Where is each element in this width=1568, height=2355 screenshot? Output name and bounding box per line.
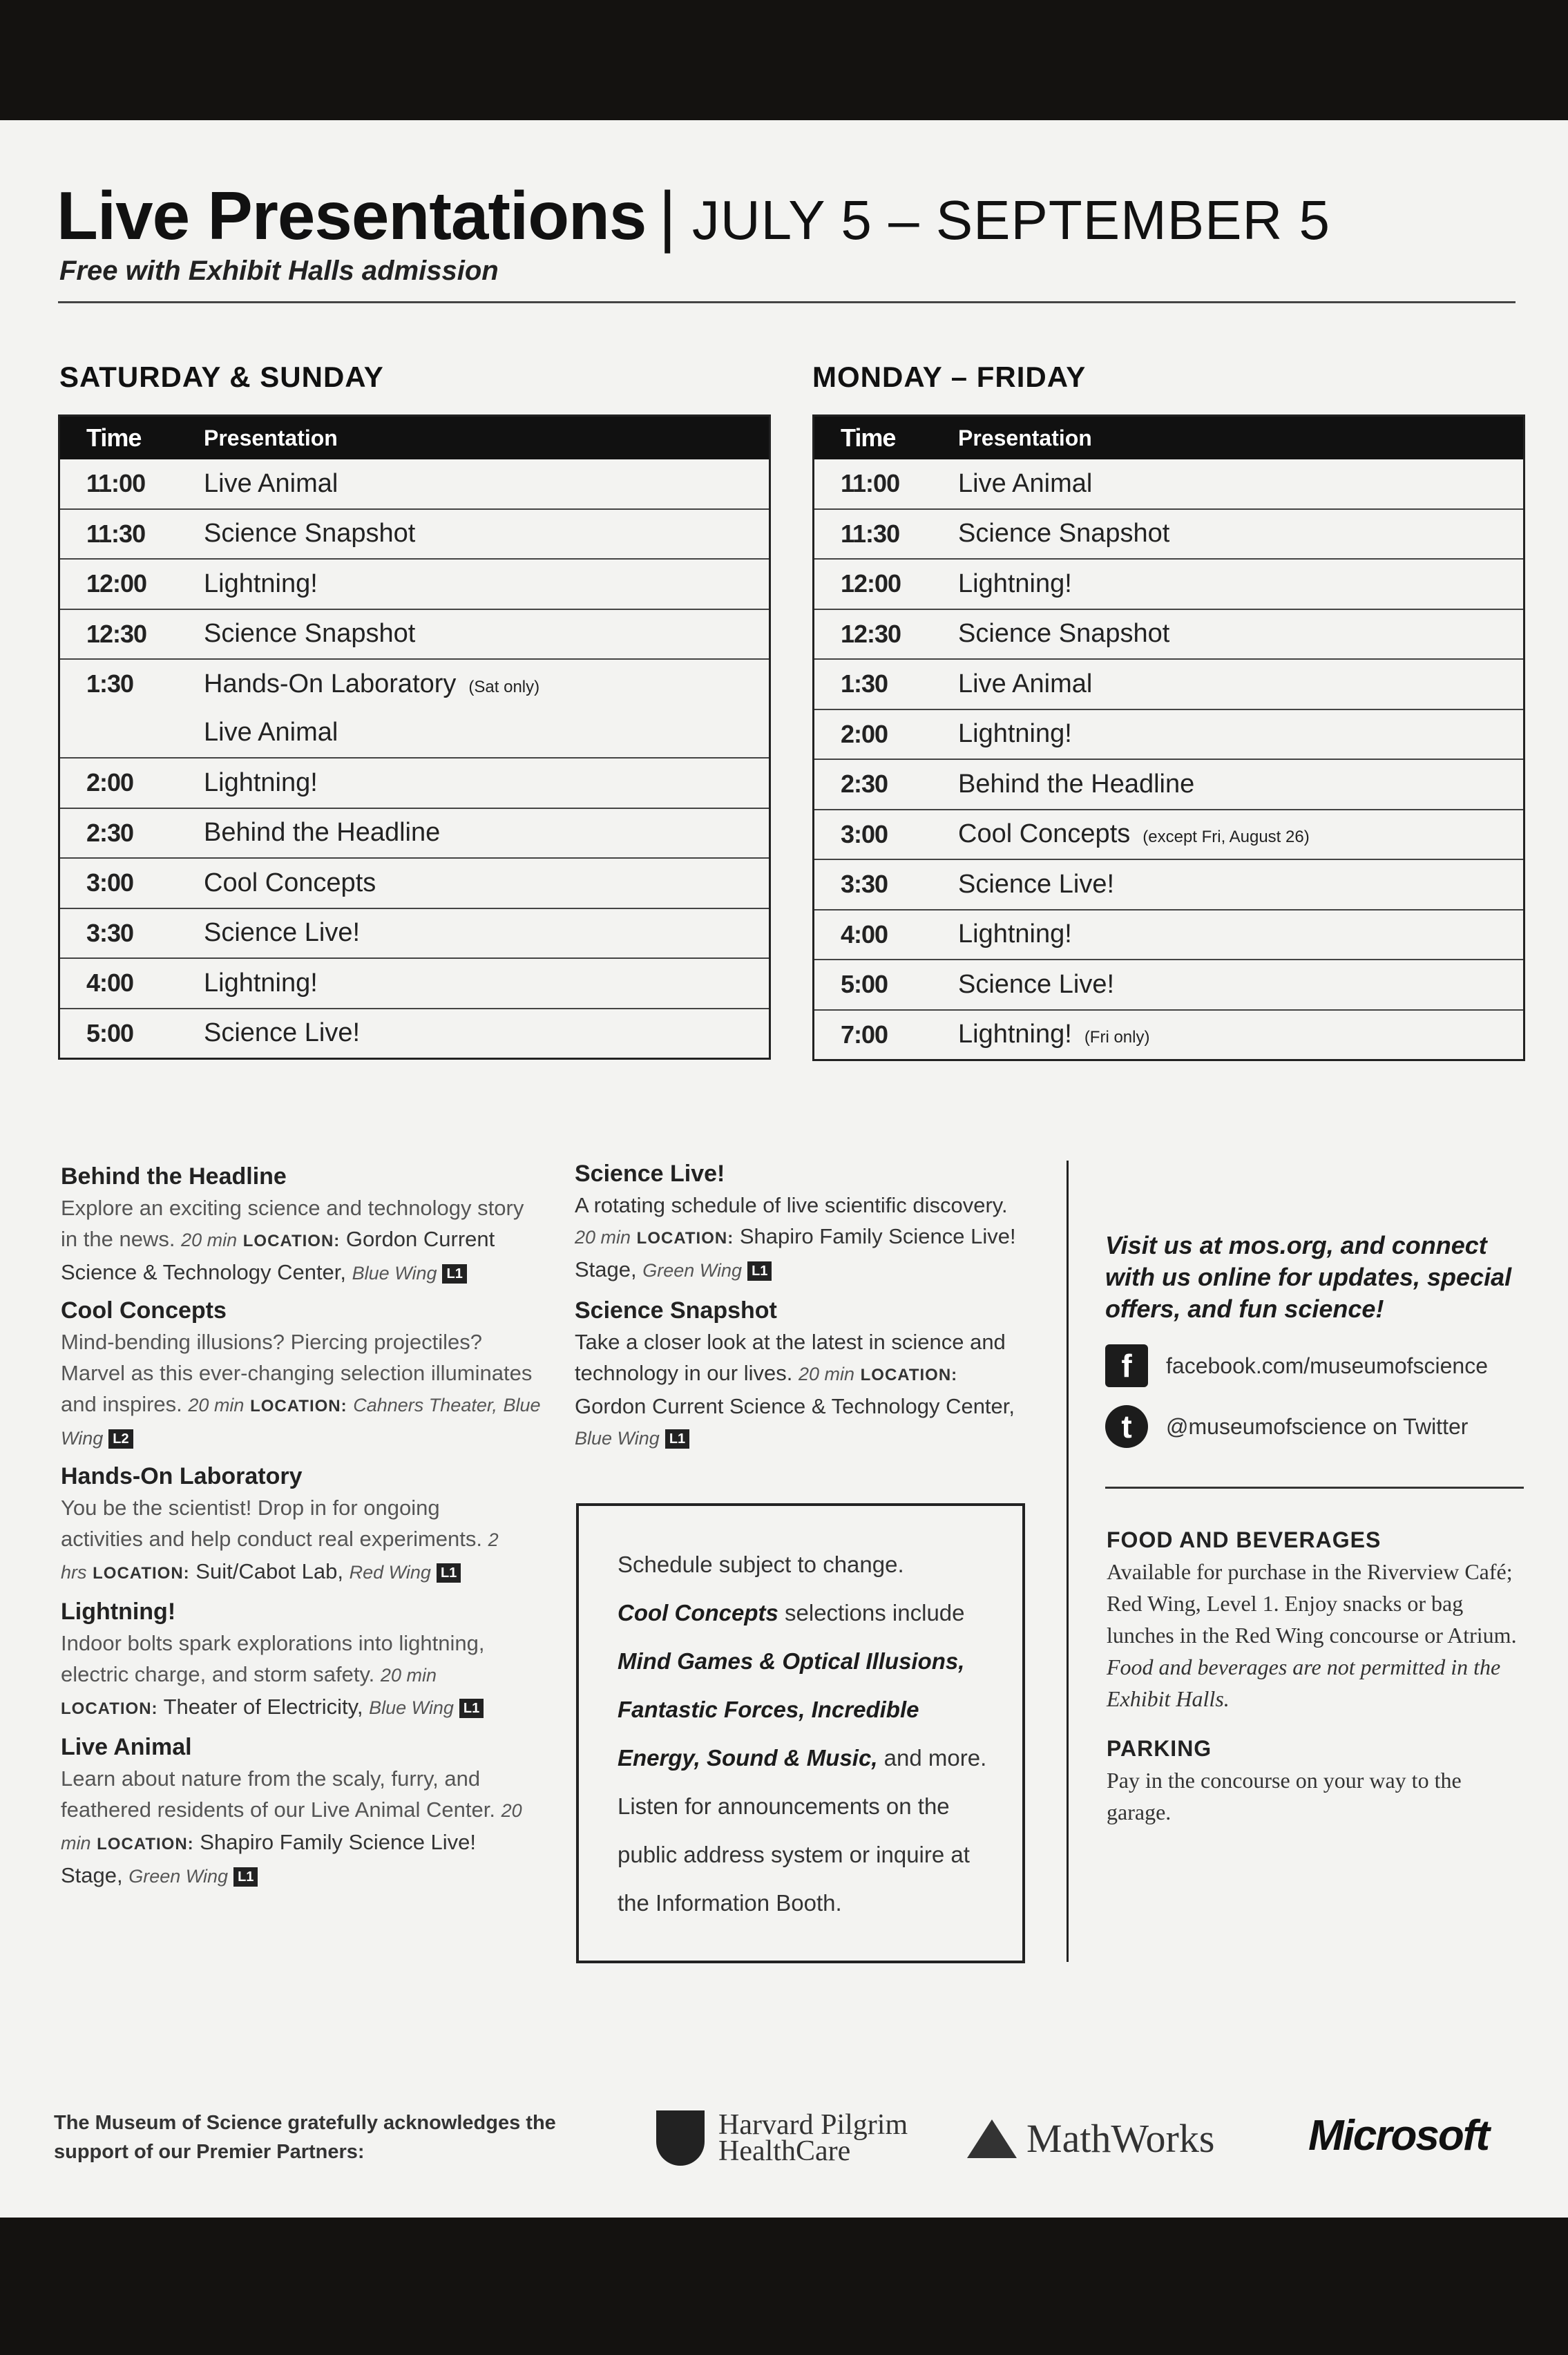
right-divider bbox=[1105, 1487, 1524, 1489]
table-header bbox=[814, 417, 1523, 459]
microsoft-logo: Microsoft bbox=[1308, 2112, 1489, 2159]
table-row: 12:00 Lightning! bbox=[814, 558, 1523, 609]
subtitle: Free with Exhibit Halls admission bbox=[59, 256, 499, 286]
table-row: 2:30 Behind the Headline bbox=[814, 759, 1523, 809]
row-note: (Sat only) bbox=[468, 677, 540, 696]
level-badge: L1 bbox=[665, 1429, 689, 1449]
schedule-notice-box: Schedule subject to change. Cool Concepts selections include Mind Games & Optical Illusions, Fantastic Forces, Incredible Energy, Sound & Music, and more. Listen for announcements on the public address system or inquire at the Information Booth. bbox=[576, 1503, 1025, 1963]
food-heading: FOOD AND BEVERAGES bbox=[1107, 1527, 1381, 1552]
table-row: 12:30 Science Snapshot bbox=[60, 609, 769, 659]
twitter-icon: t bbox=[1105, 1405, 1148, 1448]
table-row: 2:00 Lightning! bbox=[814, 709, 1523, 759]
level-badge: L1 bbox=[437, 1563, 461, 1583]
col-presentation: Presentation bbox=[204, 425, 338, 450]
level-badge: L1 bbox=[233, 1867, 258, 1887]
level-badge: L1 bbox=[459, 1699, 484, 1718]
desc-lightning: Lightning! Indoor bolts spark explorations into lightning, electric charge, and storm safety. 20 min LOCATION: Theater of Electricity, Blue Wing L1 bbox=[61, 1599, 485, 1719]
table-row: 4:00 Lightning! bbox=[60, 957, 769, 1008]
table-header bbox=[60, 417, 769, 459]
table-row: 7:00 Lightning! (Fri only) bbox=[814, 1009, 1523, 1060]
food-section: FOOD AND BEVERAGES Available for purchase in the Riverview Café; Red Wing, Level 1. Enjoy snacks or bag lunches in the Red Wing concourse or Atrium. Food and beverages are not permitted in the Exhibit Halls. bbox=[1107, 1524, 1521, 1715]
table-row: 2:00 Lightning! bbox=[60, 757, 769, 808]
page-title: Live Presentations | JULY 5 – SEPTEMBER 5 bbox=[57, 178, 1330, 254]
desc-behind-the-headline: Behind the Headline Explore an exciting science and technology story in the news. 20 min LOCATION: Gordon Current Science & Technology Center, Blue Wing L1 bbox=[61, 1163, 524, 1284]
weekend-schedule-table bbox=[58, 414, 771, 1060]
desc-cool-concepts: Cool Concepts Mind-bending illusions? Piercing projectiles? Marvel as this ever-changing selection illuminates and inspires. 20 min LOCATION: Cahners Theater, Blue Wing L2 bbox=[61, 1297, 541, 1449]
parking-section: PARKING Pay in the concourse on your way to the garage. bbox=[1107, 1733, 1521, 1828]
facebook-icon: f bbox=[1105, 1344, 1148, 1387]
desc-science-live: Science Live! A rotating schedule of live scientific discovery. 20 min LOCATION: Shapiro Family Science Live! Stage, Green Wing L1 bbox=[575, 1161, 1016, 1281]
row-note: (except Fri, August 26) bbox=[1142, 828, 1310, 847]
level-badge: L2 bbox=[108, 1429, 133, 1449]
desc-hands-on-laboratory: Hands-On Laboratory You be the scientist! Drop in for ongoing activities and help conduct real experiments. 2 hrs LOCATION: Suit/Cabot Lab, Red Wing L1 bbox=[61, 1463, 499, 1583]
level-badge: L1 bbox=[747, 1261, 772, 1281]
table-row: Live Animal bbox=[204, 718, 338, 747]
mathworks-icon bbox=[967, 2119, 1017, 2158]
mathworks-logo: MathWorks bbox=[967, 2115, 1214, 2162]
table-row: 4:00 Lightning! bbox=[814, 909, 1523, 960]
visit-message: Visit us at mos.org, and connect with us online for updates, special offers, and fun science! bbox=[1105, 1231, 1512, 1323]
table-row: 3:30 Science Live! bbox=[814, 859, 1523, 909]
table-row: 12:00 Lightning! bbox=[60, 558, 769, 609]
col-time: Time bbox=[841, 423, 896, 452]
table-row: 5:00 Science Live! bbox=[814, 959, 1523, 1009]
date-range: JULY 5 – SEPTEMBER 5 bbox=[691, 189, 1330, 251]
col-time: Time bbox=[86, 423, 142, 452]
column-divider bbox=[1067, 1161, 1069, 1962]
partners-acknowledgement: The Museum of Science gratefully acknowledges the support of our Premier Partners: bbox=[54, 2112, 556, 2163]
desc-live-animal: Live Animal Learn about nature from the scaly, furry, and feathered residents of our Live Animal Center. 20 min LOCATION: Shapiro Family Science Live! Stage, Green Wing L1 bbox=[61, 1734, 522, 1887]
weekday-schedule-table bbox=[812, 414, 1525, 1061]
table-row: 1:30 Hands-On Laboratory (Sat only) bbox=[60, 658, 769, 709]
table-row: 11:30 Science Snapshot bbox=[60, 508, 769, 559]
row-note: (Fri only) bbox=[1084, 1028, 1150, 1047]
table-row: 11:00 Live Animal bbox=[86, 468, 338, 498]
shield-icon bbox=[656, 2110, 705, 2166]
desc-science-snapshot: Science Snapshot Take a closer look at the latest in science and technology in our lives. 20 min LOCATION: Gordon Current Science & Technology Center, Blue Wing L1 bbox=[575, 1297, 1015, 1449]
table-row: 2:30 Behind the Headline bbox=[60, 808, 769, 858]
table-row: 1:30 Live Animal bbox=[814, 658, 1523, 709]
weekday-heading: MONDAY – FRIDAY bbox=[812, 361, 1087, 393]
header-divider bbox=[58, 301, 1516, 303]
table-row: 12:30 Science Snapshot bbox=[814, 609, 1523, 659]
weekend-heading: SATURDAY & SUNDAY bbox=[59, 361, 384, 393]
table-row: 11:00 Live Animal bbox=[841, 468, 1093, 498]
table-row: 11:30 Science Snapshot bbox=[814, 508, 1523, 559]
table-row: 3:30 Science Live! bbox=[60, 908, 769, 958]
facebook-link[interactable]: f facebook.com/museumofscience bbox=[1105, 1344, 1488, 1387]
twitter-link[interactable]: t @museumofscience on Twitter bbox=[1105, 1405, 1468, 1448]
level-badge: L1 bbox=[442, 1264, 466, 1284]
harvard-pilgrim-logo: Harvard Pilgrim HealthCare bbox=[656, 2110, 908, 2166]
table-row: 3:00 Cool Concepts (except Fri, August 26) bbox=[814, 809, 1523, 859]
table-row: 3:00 Cool Concepts bbox=[60, 857, 769, 908]
table-row: 5:00 Science Live! bbox=[60, 1008, 769, 1058]
col-presentation: Presentation bbox=[958, 425, 1092, 450]
parking-heading: PARKING bbox=[1107, 1736, 1212, 1761]
